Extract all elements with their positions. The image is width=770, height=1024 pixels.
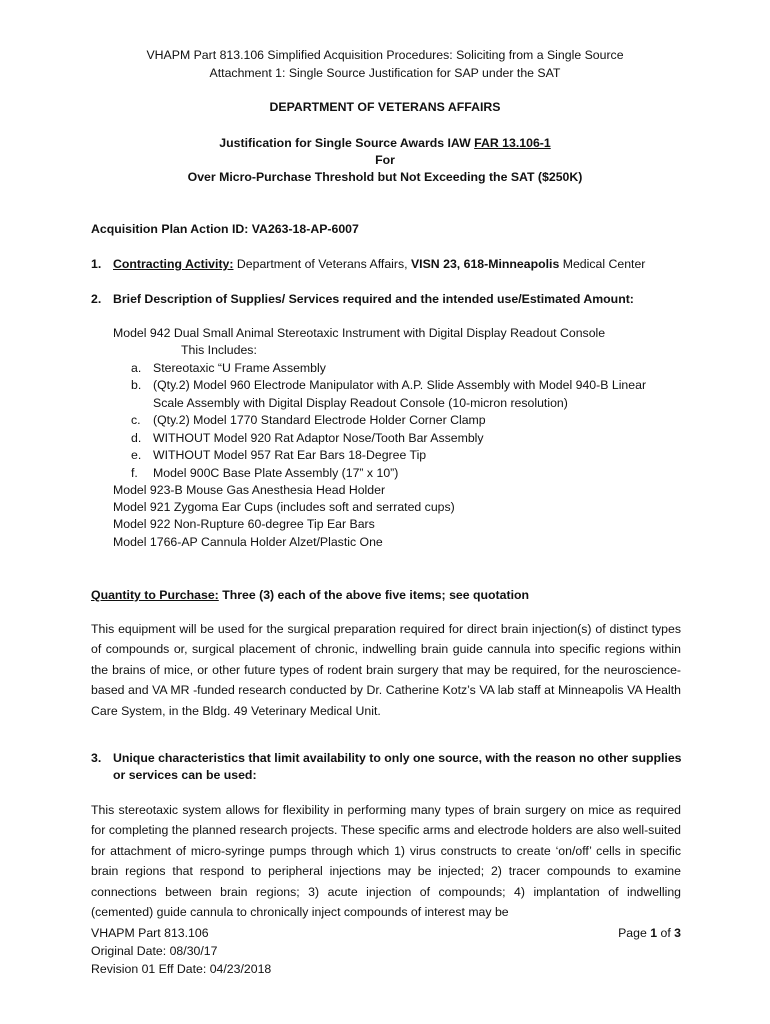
page-total: 3 xyxy=(674,926,681,940)
header-line-2: Attachment 1: Single Source Justification for SAP under the SAT xyxy=(209,66,561,80)
item-d-text: WITHOUT Model 920 Rat Adaptor Nose/Tooth Bar Assembly xyxy=(153,431,484,445)
unique-characteristics-paragraph: This stereotaxic system allows for flexibility in performing many types of brain surgery on mice as required for completing the planned research projects. These specific arms and electrode holders are also well-suited for attachment of micro-syringe pumps through which 1) virus constructs to create ‘on/off’ cells in specific brain regions that respond to peripheral injections may be injected; 2) tracer compounds to examine connections between brain regions; 3) acute injection of compounds; 4) implantation of indwelling (cemented) guide cannula to chronically inject compounds of interest may be xyxy=(91,803,681,920)
contracting-activity-text-a: Department of Veterans Affairs, xyxy=(233,257,411,271)
item-e-letter: e. xyxy=(131,448,142,462)
model-942-line: Model 942 Dual Small Animal Stereotaxic Instrument with Digital Display Readout Console xyxy=(113,326,606,340)
justification-for: For xyxy=(375,153,395,167)
page-prefix: Page xyxy=(618,926,651,940)
section-3-number: 3. xyxy=(91,751,102,765)
item-c-letter: c. xyxy=(131,413,141,427)
far-reference-link[interactable]: FAR 13.106-1 xyxy=(474,136,551,150)
section-3-heading-line-2: or services can be used: xyxy=(113,768,257,782)
other-model-2: Model 921 Zygoma Ear Cups (includes soft and serrated cups) xyxy=(113,500,455,514)
item-b-text: (Qty.2) Model 960 Electrode Manipulator with A.P. Slide Assembly with Model 940-B Linear xyxy=(153,378,647,392)
quantity-line xyxy=(91,588,529,602)
contracting-activity-text-b: Medical Center xyxy=(559,257,646,271)
section-2-heading: Brief Description of Supplies/ Services required and the intended use/Estimated Amount: xyxy=(113,292,634,306)
page-number xyxy=(618,926,681,940)
item-e-text: WITHOUT Model 957 Rat Ear Bars 18-Degree Tip xyxy=(153,448,427,462)
quantity-text: Three (3) each of the above five items; see quotation xyxy=(218,588,530,602)
page-current: 1 xyxy=(650,926,658,940)
section-1-number: 1. xyxy=(91,257,102,271)
item-a-text: Stereotaxic “U Frame Assembly xyxy=(153,361,326,375)
intended-use-paragraph: This equipment will be used for the surgical preparation required for direct brain injection(s) of distinct types of compounds or, surgical placement of chronic, indwelling brain guide cannula into specific regions within the brains of mice, or other future types of rodent brain surgery that may be required, for the neuroscience-based and VA MR -funded research conducted by Dr. Catherine Kotz’s VA lab staff at Minneapolis VA Health Care System, in the Bldg. 49 Veterinary Medical Unit. xyxy=(91,622,681,718)
page-of: of xyxy=(657,926,675,940)
item-d-letter: d. xyxy=(131,431,142,445)
contracting-activity-visn: VISN 23, 618-Minneapolis xyxy=(410,257,560,271)
other-model-4: Model 1766-AP Cannula Holder Alzet/Plastic One xyxy=(113,535,383,549)
footer-original-date: Original Date: 08/30/17 xyxy=(91,944,218,958)
header-line-1: VHAPM Part 813.106 Simplified Acquisition Procedures: Soliciting from a Single Source xyxy=(146,48,624,62)
contracting-activity-label: Contracting Activity: xyxy=(113,257,234,271)
other-model-3: Model 922 Non-Rupture 60-degree Tip Ear Bars xyxy=(113,517,375,531)
includes-label: This Includes: xyxy=(181,343,257,357)
other-model-1: Model 923-B Mouse Gas Anesthesia Head Holder xyxy=(113,483,386,497)
item-f-text: Model 900C Base Plate Assembly (17” x 10”) xyxy=(153,466,399,480)
justification-prefix: Justification for Single Source Awards IAW xyxy=(219,136,475,150)
item-a-letter: a. xyxy=(131,361,142,375)
item-b-continuation: Scale Assembly with Digital Display Readout Console (10-micron resolution) xyxy=(153,396,568,410)
item-b-letter: b. xyxy=(131,378,142,392)
section-3-heading-line-1: Unique characteristics that limit availability to only one source, with the reason no other supplies xyxy=(113,751,682,765)
action-id: Acquisition Plan Action ID: VA263-18-AP-6007 xyxy=(91,222,359,236)
item-f-letter: f. xyxy=(131,466,138,480)
footer-revision-date: Revision 01 Eff Date: 04/23/2018 xyxy=(91,962,272,976)
department-title: DEPARTMENT OF VETERANS AFFAIRS xyxy=(269,100,501,114)
section-1-text xyxy=(113,257,645,271)
section-2-number: 2. xyxy=(91,292,102,306)
quantity-label: Quantity to Purchase: xyxy=(91,588,219,602)
justification-title xyxy=(0,136,770,150)
footer-part: VHAPM Part 813.106 xyxy=(91,926,209,940)
item-c-text: (Qty.2) Model 1770 Standard Electrode Holder Corner Clamp xyxy=(153,413,486,427)
justification-threshold: Over Micro-Purchase Threshold but Not Exceeding the SAT ($250K) xyxy=(187,170,583,184)
